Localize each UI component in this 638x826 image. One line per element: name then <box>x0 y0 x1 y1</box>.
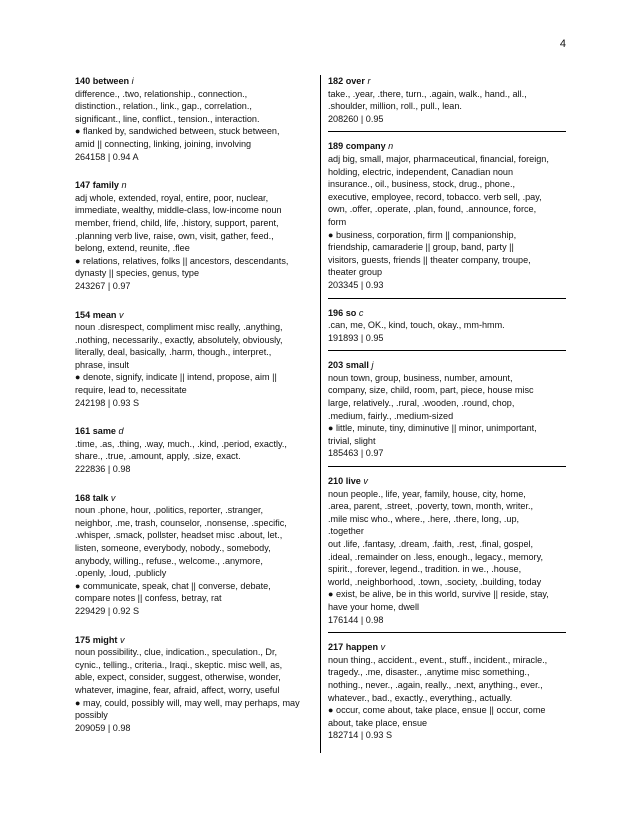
entry-line: require, lead to, necessitate <box>75 385 187 396</box>
headword-text: 203 small <box>328 360 369 371</box>
entry-line: .shoulder, million, roll., pull., lean. <box>328 101 462 112</box>
entry-line: visitors, guests, friends || theater company, troupe, <box>328 254 531 265</box>
entry-headword <box>75 634 313 647</box>
entry-headword <box>328 359 566 372</box>
entry-line: form <box>328 216 347 227</box>
headword-text: 217 happen <box>328 642 379 653</box>
entry-headword <box>328 75 566 88</box>
entry-line: able, expect, consider, suggest, otherwise, wonder, <box>75 672 281 683</box>
entry-headword <box>328 475 566 488</box>
dictionary-entry <box>328 140 566 298</box>
entry-line: 229429 | 0.92 S <box>75 605 140 616</box>
entry-line: 209059 | 0.98 <box>75 722 131 733</box>
part-of-speech: v <box>110 492 116 503</box>
entry-line: share., .true, .amount, apply, .size, exact. <box>75 451 241 462</box>
dictionary-entry <box>328 359 566 467</box>
entry-line: friendship, camaraderie || group, band, party || <box>328 242 514 253</box>
headword-text: 140 between <box>75 76 130 86</box>
entry-line: .area, parent, .street, .poverty, town, month, writer., <box>328 501 534 512</box>
entry-line: world, .neighborhood, .town, .society, .building, today <box>328 576 542 587</box>
entry-line: 185463 | 0.97 <box>328 448 384 459</box>
part-of-speech: v <box>363 476 368 487</box>
entry-line: member, friend, child, life, .history, support, parent, <box>75 217 279 228</box>
entry-headword <box>75 75 313 88</box>
entry-headword <box>75 179 313 192</box>
entry-headword <box>328 307 566 320</box>
dictionary-entry <box>75 634 313 735</box>
entry-line: trivial, slight <box>328 435 376 446</box>
part-of-speech: j <box>371 360 374 371</box>
entry-line: .time, .as, .thing, .way, much., .kind, .period, exactly., <box>75 438 287 449</box>
part-of-speech: c <box>358 307 364 318</box>
entry-line: ● occur, come about, take place, ensue || occur, come <box>328 705 546 716</box>
dictionary-entry <box>75 309 313 410</box>
entry-line: belong, extend, reunite, .flee <box>75 243 190 254</box>
part-of-speech: r <box>367 76 371 86</box>
headword-text: 154 mean <box>75 309 117 320</box>
entry-headword <box>328 641 566 654</box>
entry-line: whatever., bad., exactly., everything., actually. <box>328 692 513 703</box>
dictionary-entry <box>75 75 313 163</box>
part-of-speech: v <box>119 309 124 320</box>
entry-line: insurance., oil., business, stock, drug., phone., <box>328 179 516 190</box>
entry-line: 182714 | 0.93 S <box>328 730 393 741</box>
entry-line: 203345 | 0.93 <box>328 279 384 290</box>
entry-line: significant., line, conflict., tension., interaction. <box>75 113 260 124</box>
headword-text: 196 so <box>328 307 357 318</box>
entry-line: executive, employee, record, tobacco. verb sell, .pay, <box>328 191 542 202</box>
headword-text: 182 over <box>328 76 365 86</box>
entry-line: theater group <box>328 267 383 278</box>
dictionary-entry <box>75 179 313 292</box>
entry-line: have your home, dwell <box>328 601 419 612</box>
entry-line: noun town, group, business, number, amount, <box>328 372 513 383</box>
entry-line: ● relations, relatives, folks || ancestors, descendants, <box>75 255 289 266</box>
dictionary-entry <box>328 475 566 633</box>
entry-headword <box>328 140 566 153</box>
entry-line: difference., .two, relationship., connection., <box>75 88 248 99</box>
entry-line: immediate, wealthy, middle-class, low-income noun <box>75 205 282 216</box>
entry-line: ● may, could, possibly will, may well, may perhaps, may <box>75 697 300 708</box>
entry-line: ● business, corporation, firm || companionship, <box>328 229 517 240</box>
entry-line: dynasty || species, genus, type <box>75 268 200 279</box>
headword-text: 161 same <box>75 426 116 437</box>
entry-line: 242198 | 0.93 S <box>75 397 140 408</box>
entry-line: neighbor, .me, trash, counselor, .nonsense, .specific, <box>75 517 287 528</box>
dictionary-entry <box>75 492 313 618</box>
entry-line: .openly, .loud, .publicly <box>75 568 167 579</box>
entry-line: .ideal, .remainder on .less, enough., legacy., memory, <box>328 551 543 562</box>
part-of-speech: v <box>119 634 125 645</box>
entry-line: .medium, fairly., .medium-sized <box>328 410 454 421</box>
entry-line: ● little, minute, tiny, diminutive || minor, unimportant, <box>328 423 537 434</box>
part-of-speech: i <box>131 76 134 86</box>
entry-line: tragedy., .me, disaster., .anytime misc something., <box>328 667 530 678</box>
entry-headword <box>75 309 313 322</box>
entry-headword <box>75 425 313 438</box>
entry-line: amid || connecting, linking, joining, involving <box>75 138 252 149</box>
part-of-speech: v <box>380 642 386 653</box>
entry-line: spirit., .forever, legend., tradition. in we., .house, <box>328 564 522 575</box>
entry-line: compare notes || confess, betray, rat <box>75 593 222 604</box>
right-column <box>328 75 566 758</box>
entry-line: own, .offer, .operate, .plan, found, .announce, force, <box>328 204 537 215</box>
entry-line: 208260 | 0.95 <box>328 113 384 124</box>
entry-line: phrase, insult <box>75 359 130 370</box>
dictionary-entry <box>75 425 313 475</box>
part-of-speech: n <box>121 180 127 191</box>
part-of-speech: d <box>118 426 124 437</box>
page-number: 4 <box>559 38 566 50</box>
entry-line: holding, electric, independent, Canadian noun <box>328 166 514 177</box>
entry-line: ● exist, be alive, be in this world, survive || reside, stay, <box>328 589 549 600</box>
entry-line: nothing., never., .again, really., .next, anything., ever., <box>328 679 543 690</box>
entry-line: .planning verb live, raise, own, visit, gather, feed., <box>75 230 274 241</box>
entry-headword <box>75 492 313 505</box>
entry-line: literally, deal, basically, .harm, though., interpret., <box>75 347 272 358</box>
dictionary-entry <box>328 641 566 742</box>
entry-line: .whisper, .smack, pollster, headset misc .about, let., <box>75 530 283 541</box>
entry-line: .mile misc who., where., .here, .there, long, .up, <box>328 513 520 524</box>
headword-text: 210 live <box>328 476 361 487</box>
entry-line: ● flanked by, sandwiched between, stuck between, <box>75 126 280 137</box>
entry-line: .can, me, OK., kind, touch, okay., mm-hmm. <box>328 320 505 331</box>
part-of-speech: n <box>388 141 394 152</box>
entry-line: 243267 | 0.97 <box>75 280 131 291</box>
entry-line: large, relatively., .rural, .wooden, .round, chop, <box>328 398 515 409</box>
entry-line: 176144 | 0.98 <box>328 614 384 625</box>
entry-line: whatever, imagine, fear, afraid, affect, worry, useful <box>75 684 280 695</box>
entry-line: distinction., relation., link., gap., correlation., <box>75 101 252 112</box>
dictionary-entry <box>328 307 566 352</box>
entry-line: 222836 | 0.98 <box>75 464 131 475</box>
entry-line: anybody, willing., refuse., welcome., .anymore, <box>75 555 263 566</box>
dictionary-entry <box>328 75 566 132</box>
entry-line: noun thing., accident., event., stuff., incident., miracle., <box>328 654 548 665</box>
headword-text: 168 talk <box>75 492 109 503</box>
entry-line: .nothing, necessarily., exactly, absolutely, obviously, <box>75 334 283 345</box>
left-column <box>75 75 313 750</box>
column-divider <box>320 75 321 753</box>
entry-line: ● denote, signify, indicate || intend, propose, aim || <box>75 372 277 383</box>
headword-text: 147 family <box>75 180 119 191</box>
entry-line: noun people., life, year, family, house, city, home, <box>328 488 526 499</box>
entry-line: noun possibility., clue, indication., speculation., Dr, <box>75 647 278 658</box>
entry-line: 191893 | 0.95 <box>328 332 384 343</box>
entry-line: adj big, small, major, pharmaceutical, financial, foreign, <box>328 153 549 164</box>
headword-text: 189 company <box>328 141 386 152</box>
entry-line: noun .disrespect, compliment misc really, .anything, <box>75 322 283 333</box>
entry-line: take., .year, .there, turn., .again, walk., hand., all., <box>328 88 527 99</box>
entry-line: company, size, child, room, part, piece, house misc <box>328 385 534 396</box>
entry-line: noun .phone, hour, .politics, reporter, .stranger, <box>75 505 264 516</box>
entry-line: ● communicate, speak, chat || converse, debate, <box>75 580 271 591</box>
entry-line: cynic., telling., criteria., Iraqi., skeptic. misc well, as, <box>75 659 283 670</box>
entry-line: .together <box>328 526 364 537</box>
entry-line: possibly <box>75 710 108 721</box>
headword-text: 175 might <box>75 634 118 645</box>
entry-line: 264158 | 0.94 A <box>75 151 139 162</box>
entry-line: listen, someone, everybody, nobody., somebody, <box>75 543 271 553</box>
entry-line: about, take place, ensue <box>328 717 428 728</box>
entry-line: out .life, .fantasy, .dream, .faith, .rest, .final, gospel, <box>328 539 534 549</box>
entry-line: adj whole, extended, royal, entire, poor, nuclear, <box>75 192 269 203</box>
